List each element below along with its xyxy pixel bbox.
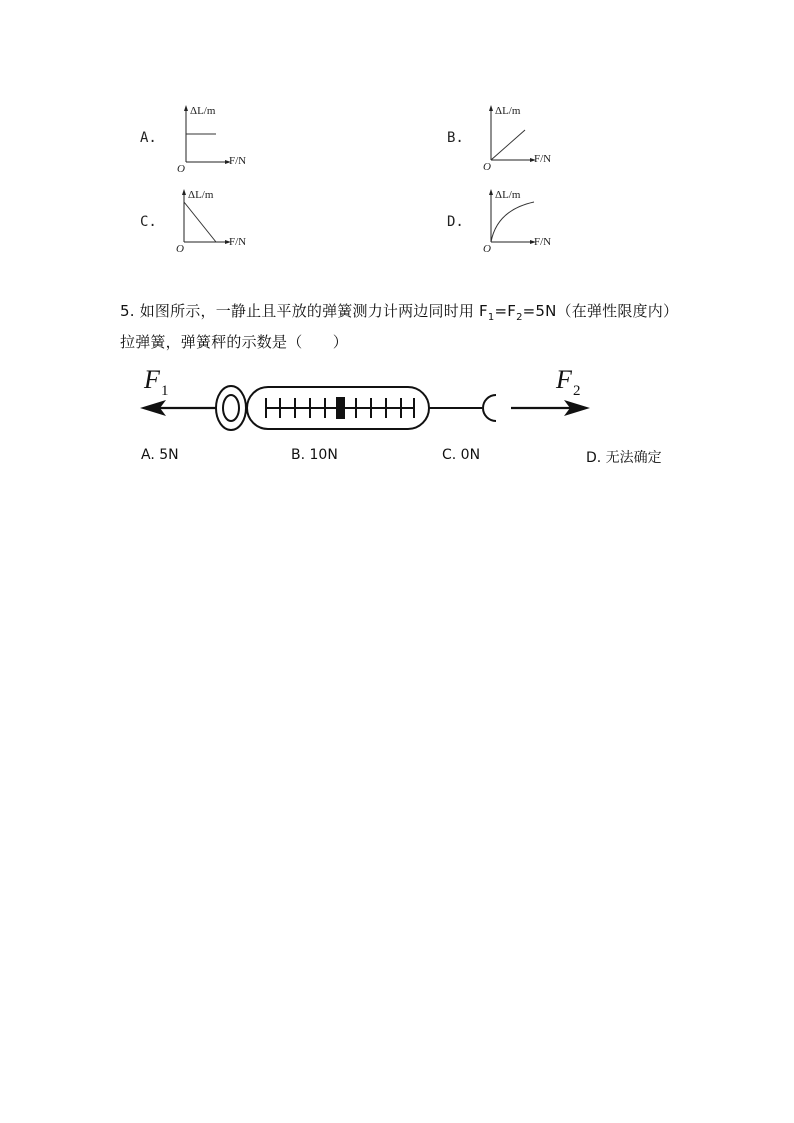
right-force-label: F [556,365,572,394]
graph-b-curve [491,130,525,160]
left-force-subscript: 1 [161,383,169,399]
graph-b-y-label: ΔL/m [495,105,521,117]
graph-a-origin: O [177,163,185,175]
question-text-part1: 如图所示，一静止且平放的弹簧测力计两边同时用 F [139,302,488,320]
graph-d-origin: O [483,243,491,255]
question-text-part2: =F [494,302,517,320]
left-force-label: F [144,365,160,394]
question-number: 5. [120,302,135,320]
question-text-part3: =5N（在弹性限度内） [522,302,679,320]
option-c-label: C. [140,214,157,230]
graph-option-b [477,100,567,180]
right-force-subscript: 2 [573,383,581,399]
question-sub2: 2 [516,312,523,323]
graph-option-d [477,184,567,264]
question-line-1 [120,300,678,323]
graph-a-y-label: ΔL/m [190,105,216,117]
graph-b-origin: O [483,161,491,173]
graph-c-y-label: ΔL/m [188,189,214,201]
option-a-label: A. [140,130,157,146]
graph-d-x-label: F/N [534,236,552,248]
option-b-label: B. [447,130,464,146]
graph-c-origin: O [176,243,184,255]
choice-a[interactable]: A. 5N [141,447,179,463]
graph-option-a [172,100,262,180]
graph-b-x-label: F/N [534,153,552,165]
graph-c-x-label: F/N [229,236,247,248]
graph-d-y-label: ΔL/m [495,189,521,201]
choice-d[interactable]: D. 无法确定 [586,450,662,466]
graph-a-x-label: F/N [229,155,247,167]
choice-b[interactable]: B. 10N [291,447,338,463]
question-line-2: 拉弹簧，弹簧秤的示数是（ ） [120,333,349,351]
scale-hook [483,395,496,421]
scale-pointer [336,397,345,419]
spring-scale-figure [130,362,610,437]
graph-option-c [172,184,262,264]
graph-c-curve [184,202,216,242]
question-sub1: 1 [487,312,495,323]
option-d-label: D. [447,214,464,230]
choice-c[interactable]: C. 0N [442,447,481,463]
graph-d-curve [491,202,534,242]
